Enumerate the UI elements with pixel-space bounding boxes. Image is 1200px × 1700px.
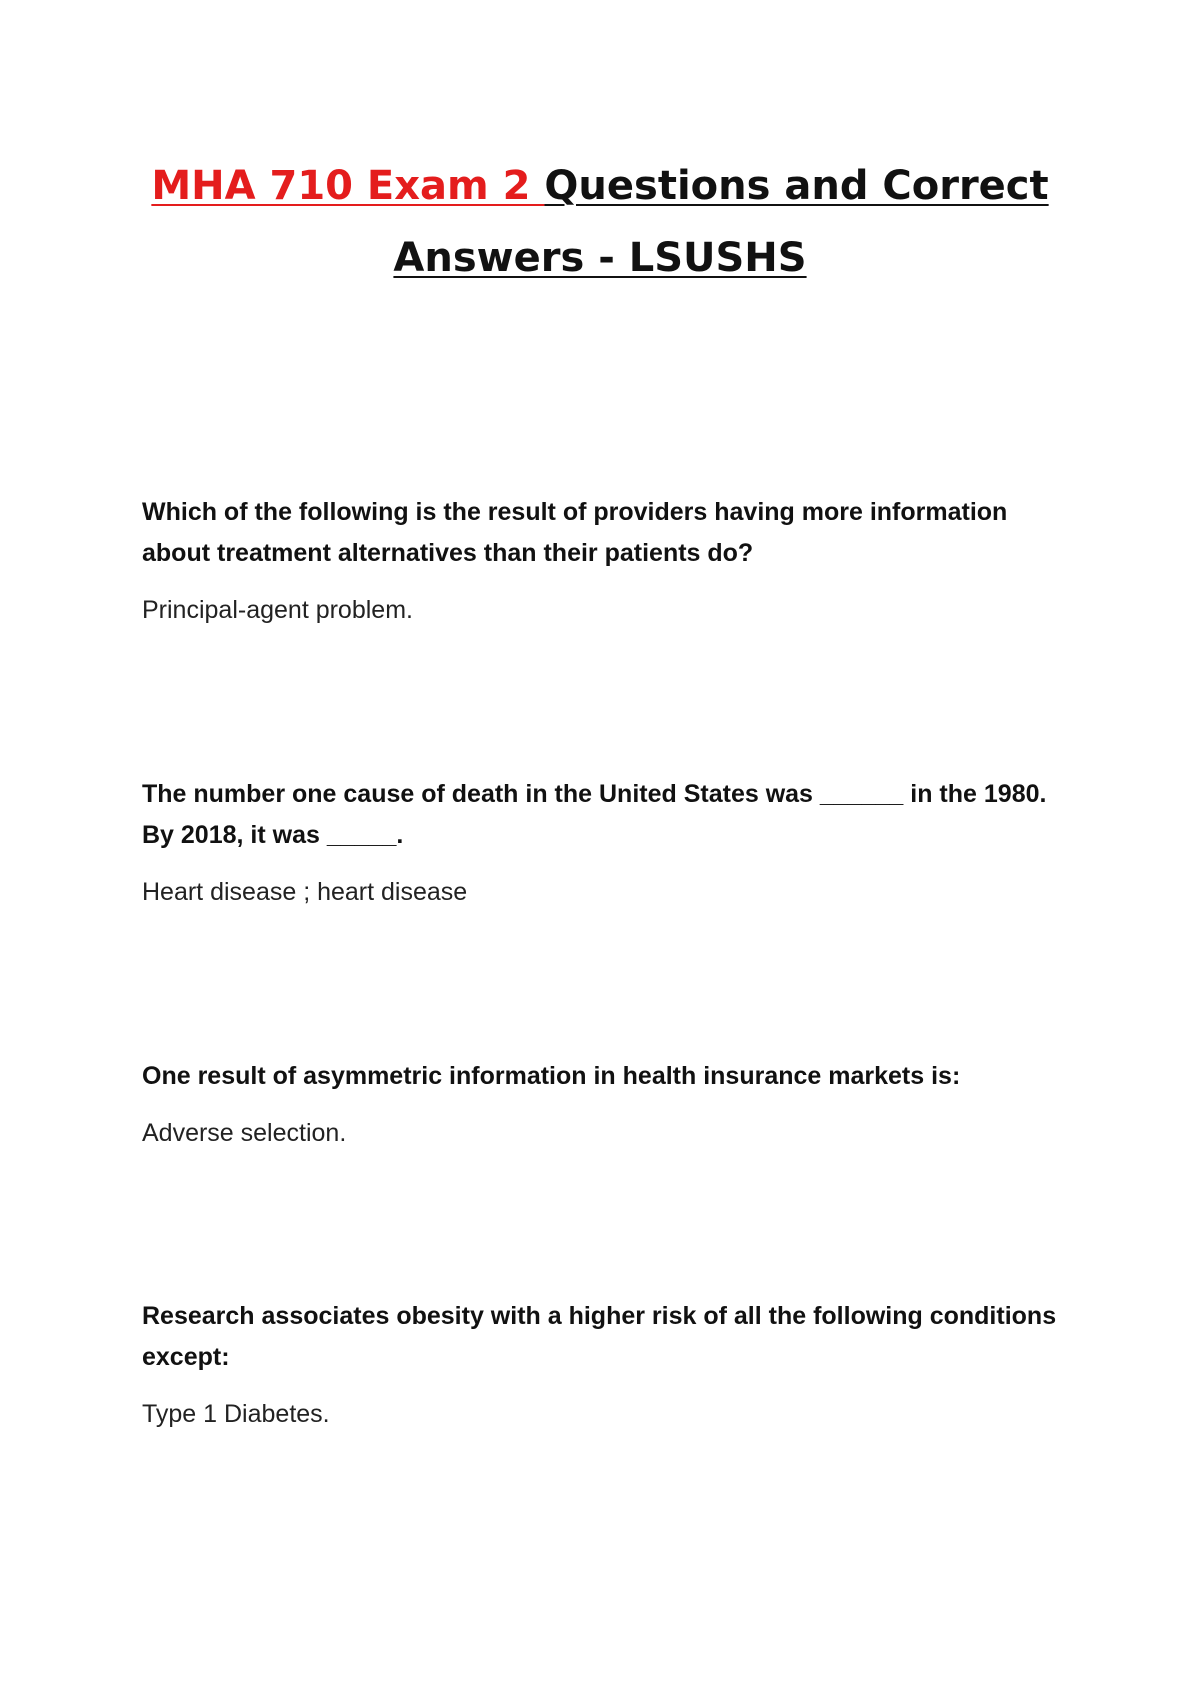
answer-text: Adverse selection. <box>142 1119 347 1147</box>
question-text: Research associates obesity with a higher risk of all the following conditions except: <box>142 1302 1057 1371</box>
title-course-code: MHA 710 Exam 2 <box>151 163 545 209</box>
answer-text: Principal-agent problem. <box>142 596 413 624</box>
question-text: Which of the following is the result of providers having more information about treatment alternatives than their patients do? <box>142 498 1008 567</box>
question-text: The number one cause of death in the United States was ______ in the 1980. By 2018, it was _____. <box>142 780 1047 849</box>
qa-item <box>142 1056 1062 1154</box>
question-text: One result of asymmetric information in health insurance markets is: <box>142 1062 961 1090</box>
document-title <box>0 150 1200 294</box>
title-line1: Questions and Correct <box>544 163 1049 209</box>
qa-item <box>142 774 1062 913</box>
qa-item <box>142 492 1062 631</box>
title-line2: Answers - LSUSHS <box>393 235 807 281</box>
qa-item <box>142 1296 1062 1435</box>
answer-text: Type 1 Diabetes. <box>142 1400 330 1428</box>
answer-text: Heart disease ; heart disease <box>142 878 468 906</box>
